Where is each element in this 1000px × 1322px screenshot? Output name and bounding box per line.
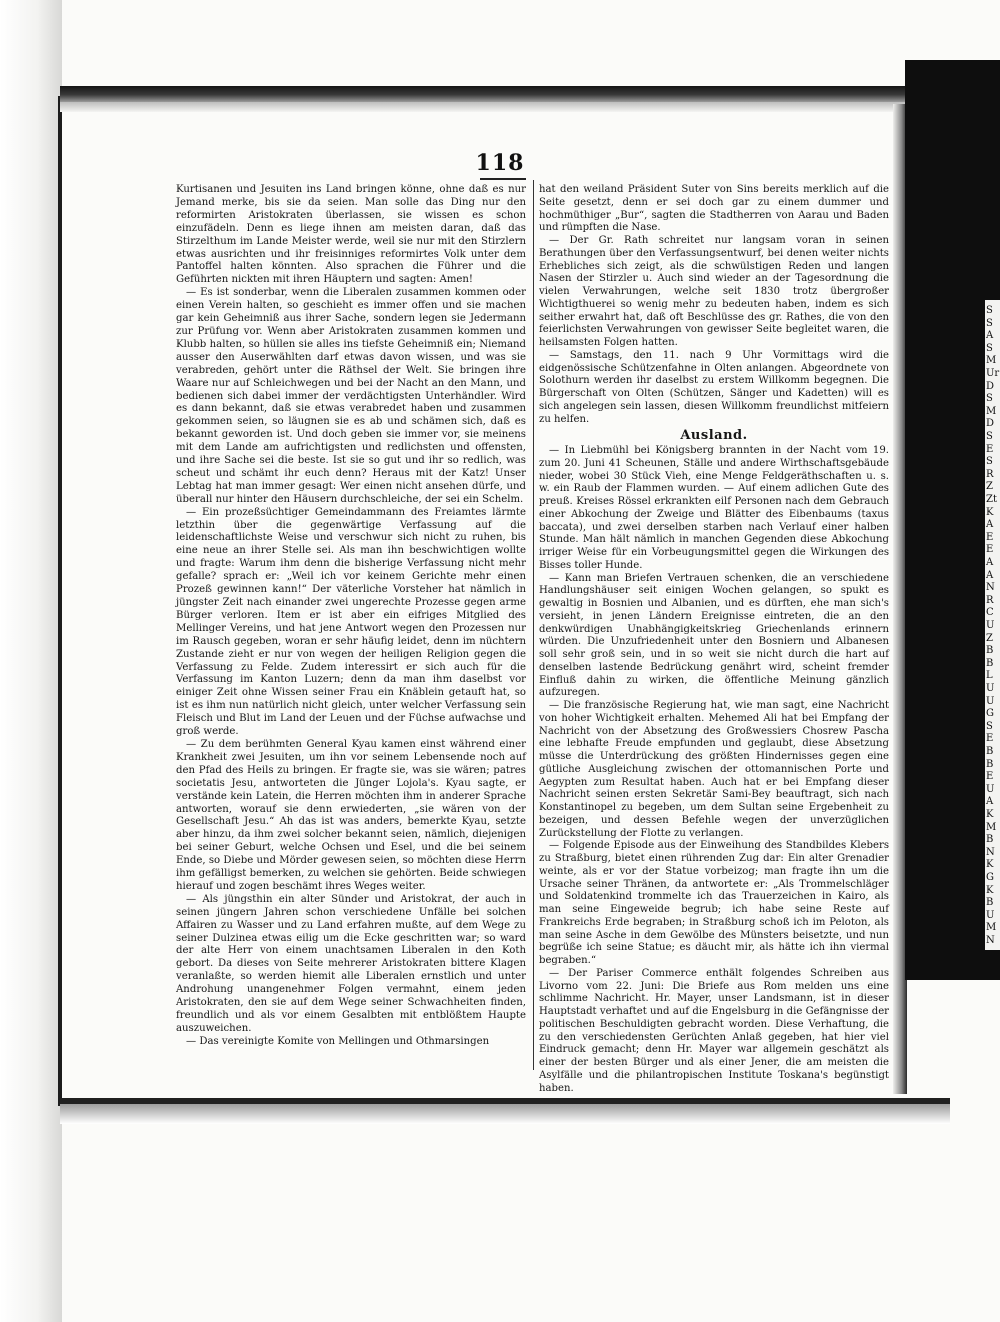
facing-page-letter: B <box>986 657 994 669</box>
facing-page-letter: B <box>986 758 994 770</box>
facing-page-letter: S <box>986 305 993 316</box>
facing-page-letter: E <box>986 531 994 543</box>
facing-page-letter: D <box>986 380 995 392</box>
facing-page-letter: S <box>986 342 993 354</box>
paragraph: — Es ist sonderbar, wenn die Liberalen zusammen kommen oder einen Verein halten, so geschieht es immer offen und sie machen gar kein Geheimniß aus ihrer Sache, sondern legen sie Jedermann zur Prüfung vor. Wenn aber Aristokraten zusammen kommen und Klubb halten, so hüllen sie alles ins tiefste Geheimniß ein; Niemand ausser den Auserwählten darf etwas davon wissen, und was sie verabreden, gehört unter die Räthsel der Welt. Sie bringen ihre Waare nur auf Schleichwegen und bei der Nacht an den Mann, und bedienen sich dabei immer der verdächtigsten Unterhändler. Wird es dann bekannt, daß sie etwas verabredet haben und zusammen gekommen seien, so läugnen sie es ab und schämen sich, daß es bekannt geworden ist. Und doch geben sie immer vor, sie meinens mit dem Lande am aufrichtigsten und redlichsten und offensten, und ihre Sache sei die beste. Ist sie so gut und ihr so redlich, was scheut und schämt ihr euch denn? Heraus mit der Katz! Unser Lebtag hat man immer gesagt: Wer einen nicht ansehen dürfe, und überall nur hinter den Häusern durchschleiche, der sei ein Schelm. <box>176 287 526 505</box>
facing-page-letter: E <box>986 771 994 783</box>
facing-page-letter: G <box>986 708 994 720</box>
facing-page-letter: E <box>986 733 994 745</box>
paragraph: — In Liebmühl bei Königsberg brannten in der Nacht vom 19. zum 20. Juni 41 Scheunen, Ställe und andere Wirthschaftsgebäude nieder, wobei 30 Stück Vieh, eine Menge Feldgeräthschaften u. s. w. ein Raub der Flammen wurden. — Auf einem adlichen Gute des preuß. Kreises Rössel erkrankten eilf Personen nach dem Gebrauch einer Abkochung der Zweige und Blätter des Eibenbaums (taxus baccata), und zwei derselben starben nach Verlauf einer halben Stunde. Man hält nämlich in manchen Gegenden diese Abkochung irriger Weise für ein Vorbeugungsmittel gegen die Wirkungen des Bisses toller Hunde. <box>539 445 889 571</box>
facing-page-letter: S <box>986 393 993 405</box>
facing-page-letter: A <box>986 557 994 568</box>
facing-page-letter: K <box>986 884 994 896</box>
facing-page-letter: C <box>986 607 994 619</box>
facing-page-letter: B <box>986 834 994 846</box>
facing-page-letter: Z <box>986 632 993 644</box>
paragraph: — Folgende Episode aus der Einweihung des Standbildes Klebers zu Straßburg, bietet einen rührenden Zug dar: Ein alter Grenadier weinte, als er vor der Statue vorbeizog; man fragte ihn um die Ursache seiner Thränen, da antwortete er: „Als Trommelschläger und Soldatenkind trommelte ich das Trauerzeichen in Kairo, als man seine Eingeweide begrub; ich habe seine Reste auf Frankreichs Erde begraben; in Straßburg schoß ich im Peloton, als man seine Asche in dem Gewölbe des Münsters beisetzte, und nun begrüße ich seine Statue; es däucht mir, als hätte ich ihn viermal begraben.“ <box>539 840 889 966</box>
facing-page-letter: K <box>986 809 994 820</box>
facing-page-letter: B <box>986 897 994 909</box>
facing-page-letter: U <box>986 620 995 631</box>
top-scan-border <box>60 86 940 102</box>
right-column <box>539 184 889 1094</box>
facing-page-letter: M <box>986 821 997 833</box>
paragraph: — Samstags, den 11. nach 9 Uhr Vormittags wird die eidgenössische Schützenfahne in Olten anlangen. Abgeordnete von Solothurn werden ihr daselbst zu erstem Willkomm begegnen. Die Bürgerschaft von Olten (Schützen, Sänger und Kadetten) will es sich angelegen sein lassen, diesen Willkomm freundlichst mitfeiern zu helfen. <box>539 349 889 425</box>
paragraph: — Die französische Regierung hat, wie man sagt, eine Nachricht von hoher Wichtigkeit erhalten. Mehemed Ali hat bei Empfang der Nachricht von der Absetzung des Großwessiers Chosrew Pascha eine lebhafte Freude empfunden und geglaubt, diese Absetzung müsse die Unterdrückung des größten Hindernisses gegen eine gütliche Ausgleichung zwischen der ottomannischen Porte und Aegypten zum Resultat haben. Auch hat er bei Empfang dieser Nachricht seinen ersten Sekretär Sami-Bey beauftragt, sich nach Konstantinopel zu begeben, um dem Sultan seine Ergebenheit zu bezeigen, und dessen Befehle wegen der unverzüglichen Zurückstellung der Flotte zu verlangen. <box>539 700 889 839</box>
paragraph: — Zu dem berühmten General Kyau kamen einst während einer Krankheit zwei Jesuiten, um ihn vor seinem Lebensende noch auf den Pfad des Heils zu bringen. Er fragte sie, was sie wären; patres societatis Jesu, antworteten die Jünger Lojola's. Kyau sagte, er verstände kein Latein, die Herren möchten ihm in anderer Sprache antworten, worauf sie denn erwiederten, „sie wären von der Gesellschaft Jesu.“ Ah das ist was anders, bemerkte Kyau, setzte aber hinzu, da ihm zwei solcher bekannt seien, nämlich, diejenigen bei seiner Geburt, welche Ochsen und Esel, und die bei seinem Ende, so Diebe und Mörder gewesen seien, so möchten diese Herrn ihm gefälligst bemerken, zu welchen sie gehörten. Beide schwiegen hierauf und zogen beschämt ihres Weges weiter. <box>176 738 526 892</box>
facing-page-letter: Zt <box>986 494 997 505</box>
facing-page-letter: N <box>986 846 995 858</box>
facing-page-letter: K <box>986 506 994 518</box>
facing-page-letter: B <box>986 746 994 757</box>
facing-page-letter: E <box>986 443 994 455</box>
left-page-margin <box>0 0 62 1322</box>
header-rule <box>480 178 526 180</box>
facing-page-letter: N <box>986 582 995 594</box>
paragraph: — Der Gr. Rath schreitet nur langsam voran in seinen Berathungen über den Verfassungsentwurf, bei denen weiter nichts Erhebliches sich zeigt, als die schwülstigen Reden und langen Nasen der Stirzler u. Auch sind wieder an der Tagesordnung die vielen Verwahrungen, welche seit 1830 trotz übergroßer Wichtigthuerei so wenig mehr zu bedeuten haben, indem es sich seither erwahrt hat, daß oft Beschlüsse des gr. Rathes, die von den feierlichsten Verwahrungen von gewisser Seite begleitet waren, die heilsamsten Folgen hatten. <box>539 235 889 348</box>
paragraph: — Ein prozeßsüchtiger Gemeindammann des Freiamtes lärmte letzthin über die gegenwärtige Verfassung auf die leidenschaftlichste Weise und verschwur sich nicht zu ruhen, bis eine neue an ihrer Stelle sei. Als man ihn beschwichtigen wollte und fragte: Warum ihm denn die bisherige Verfassung nicht mehr gefalle? sprach er: „Weil ich vor keinem Gerichte mehr einen Prozeß gewinnen kann!“ Der väterliche Vorsteher hat nämlich in jüngster Zeit nach einander zwei ungerechte Prozesse gegen arme Bürger verloren. Item er ist aber ein eifriges Mitglied des Mellinger Vereins, und hat jene Antwort wegen den Prozessen nur im Rausch gegeben, woran er sehr häufig leidet, denn im nüchtern Zustande zieht er nur von wegen der heiligen Religion gegen die Verfassung zu Felde. Zudem interessirt er sich auch für die Verfassung im Kanton Luzern; denn da man ihm daselbst vor einiger Zeit ohne Wissen seiner Frau ein Knäblein getauft hat, so ist es ihm nun natürlich nicht gleich, unter welcher Verfassung sein Fleisch und Blut im Land der Leuen und der Füchse aufwachse und groß werde. <box>176 506 526 738</box>
facing-page-letter: L <box>986 670 993 682</box>
facing-page-letter: A <box>986 569 994 581</box>
paragraph: — Kann man Briefen Vertrauen schenken, die an verschiedene Handlungshäuser seit einigen Wochen gelangen, so spukt es gewaltig in Bosnien und Albanien, und es dürften, ehe man sich's versieht, in jenen Ländern Ereignisse eintreten, die an den denkwürdigen Unabhängigkeitskrieg Griechenlands erinnern würden. Die Unzufriedenheit unter den Bosniern und Albanesen soll sehr groß sein, und in so weit sie nicht durch die hart auf denselben lastende Bedrückung genährt wird, scheint fremder Einfluß dahin zu wirken, die öffentliche Meinung gänzlich aufzuregen. <box>539 572 889 699</box>
facing-page-letter: M <box>986 922 997 934</box>
facing-page-letter: D <box>986 418 995 430</box>
facing-page-letter: S <box>986 720 993 732</box>
facing-page-letter: A <box>986 796 994 808</box>
page-number: 118 <box>475 150 525 176</box>
facing-page-letter: Z <box>986 481 993 493</box>
top-scan-shadow <box>60 102 920 112</box>
paragraph: — Der Pariser Commerce enthält folgendes Schreiben aus Livorno vom 22. Juni: Die Briefe aus Rom melden uns eine schlimme Nachricht. Hr. Mayer, unser Landsmann, ist in dieser Hauptstadt verhaftet und auf die Engelsburg in die Gefängnisse der politischen Beschuldigten gebracht worden. Diese Verhaftung, die zu den verschiedensten Gerüchten Anlaß gegeben, hat hier viel Eindruck gemacht; denn Hr. Mayer war allgemein geschätzt als einer der besten Bürger und als einer Jener, die am meisten die Asylfälle und die philantropischen Institute Toskana's begünstigt haben. <box>539 967 889 1094</box>
facing-page-letter: Ur <box>986 368 1000 379</box>
facing-page-letter: E <box>986 544 994 556</box>
facing-page-letter: G <box>986 872 994 883</box>
paragraph: hat den weiland Präsident Suter von Sins bereits merklich auf die Seite gesetzt, denn er sei doch gar zu einem dummer und hochmüthiger „Bur“, sagten die Stadtherren von Aarau und Baden und rümpften die Nase. <box>539 184 889 234</box>
facing-page-letter: U <box>986 695 995 707</box>
facing-page-letter: S <box>986 317 993 329</box>
section-heading: Ausland. <box>680 428 748 444</box>
facing-page-letter: U <box>986 783 995 795</box>
bottom-scan-shadow <box>60 1104 950 1124</box>
facing-page-letter: S <box>986 456 993 468</box>
facing-page-letter: U <box>986 909 995 921</box>
facing-page-letter: R <box>986 594 994 606</box>
left-column <box>176 184 526 1070</box>
facing-page-letter: M <box>986 405 997 417</box>
facing-page-letter: N <box>986 935 995 946</box>
facing-page-letter: R <box>986 468 994 480</box>
left-binding-edge <box>58 96 62 1106</box>
paragraph: Kurtisanen und Jesuiten ins Land bringen könne, ohne daß es nur Jemand merke, bis sie da seien. Man solle das Ding nur den reformirten Aristokraten überlassen, sie wissen es schon einzufädeln. Denn es liege ihnen am meisten daran, daß das Stirzelthum im Lande Meister werde, weil sie nur mit den Stirzlern etwas ausrichten und ihr freisinniges reformirtes Volk unter dem Pantoffel halten könnten. Also sprachen die Führer und die Geführten nickten mit ihren Häuptern und sagten: Amen! <box>176 184 526 286</box>
paragraph: — Als jüngsthin ein alter Sünder und Aristokrat, der auch in seinen jüngern Jahren schon verschiedene Unfälle bei solchen Affairen zu Wasser und zu Land erfahren mußte, auf dem Wege zu seiner Dulzinea etwas eilig um die Ecke geschritten war; so ward der alte Herr von einem unachtsamen Liberalen in den Koth gebort. Da dieses von Seite mehrerer Aristokraten bittere Klagen veranlaßte, so werden hiemit alle Liberalen ernstlich und unter Androhung unangenehmer Folgen vermahnt, einem jeden Aristokraten, den sie auf dem Wege seiner Schwachheiten finden, freundlich und als vor einem Gesalbten mit entblößtem Haupte auszuweichen. <box>176 893 526 1034</box>
column-divider <box>533 180 534 1070</box>
facing-page-letter: S <box>986 431 993 442</box>
paragraph: — Das vereinigte Komite von Mellingen und Othmarsingen <box>186 1035 490 1047</box>
facing-page-letter: A <box>986 330 994 342</box>
facing-page-letter: M <box>986 355 997 367</box>
facing-page-letter: K <box>986 859 994 871</box>
facing-page-letter: A <box>986 519 994 531</box>
facing-page-letter: U <box>986 683 995 694</box>
facing-page-letter: B <box>986 645 994 657</box>
